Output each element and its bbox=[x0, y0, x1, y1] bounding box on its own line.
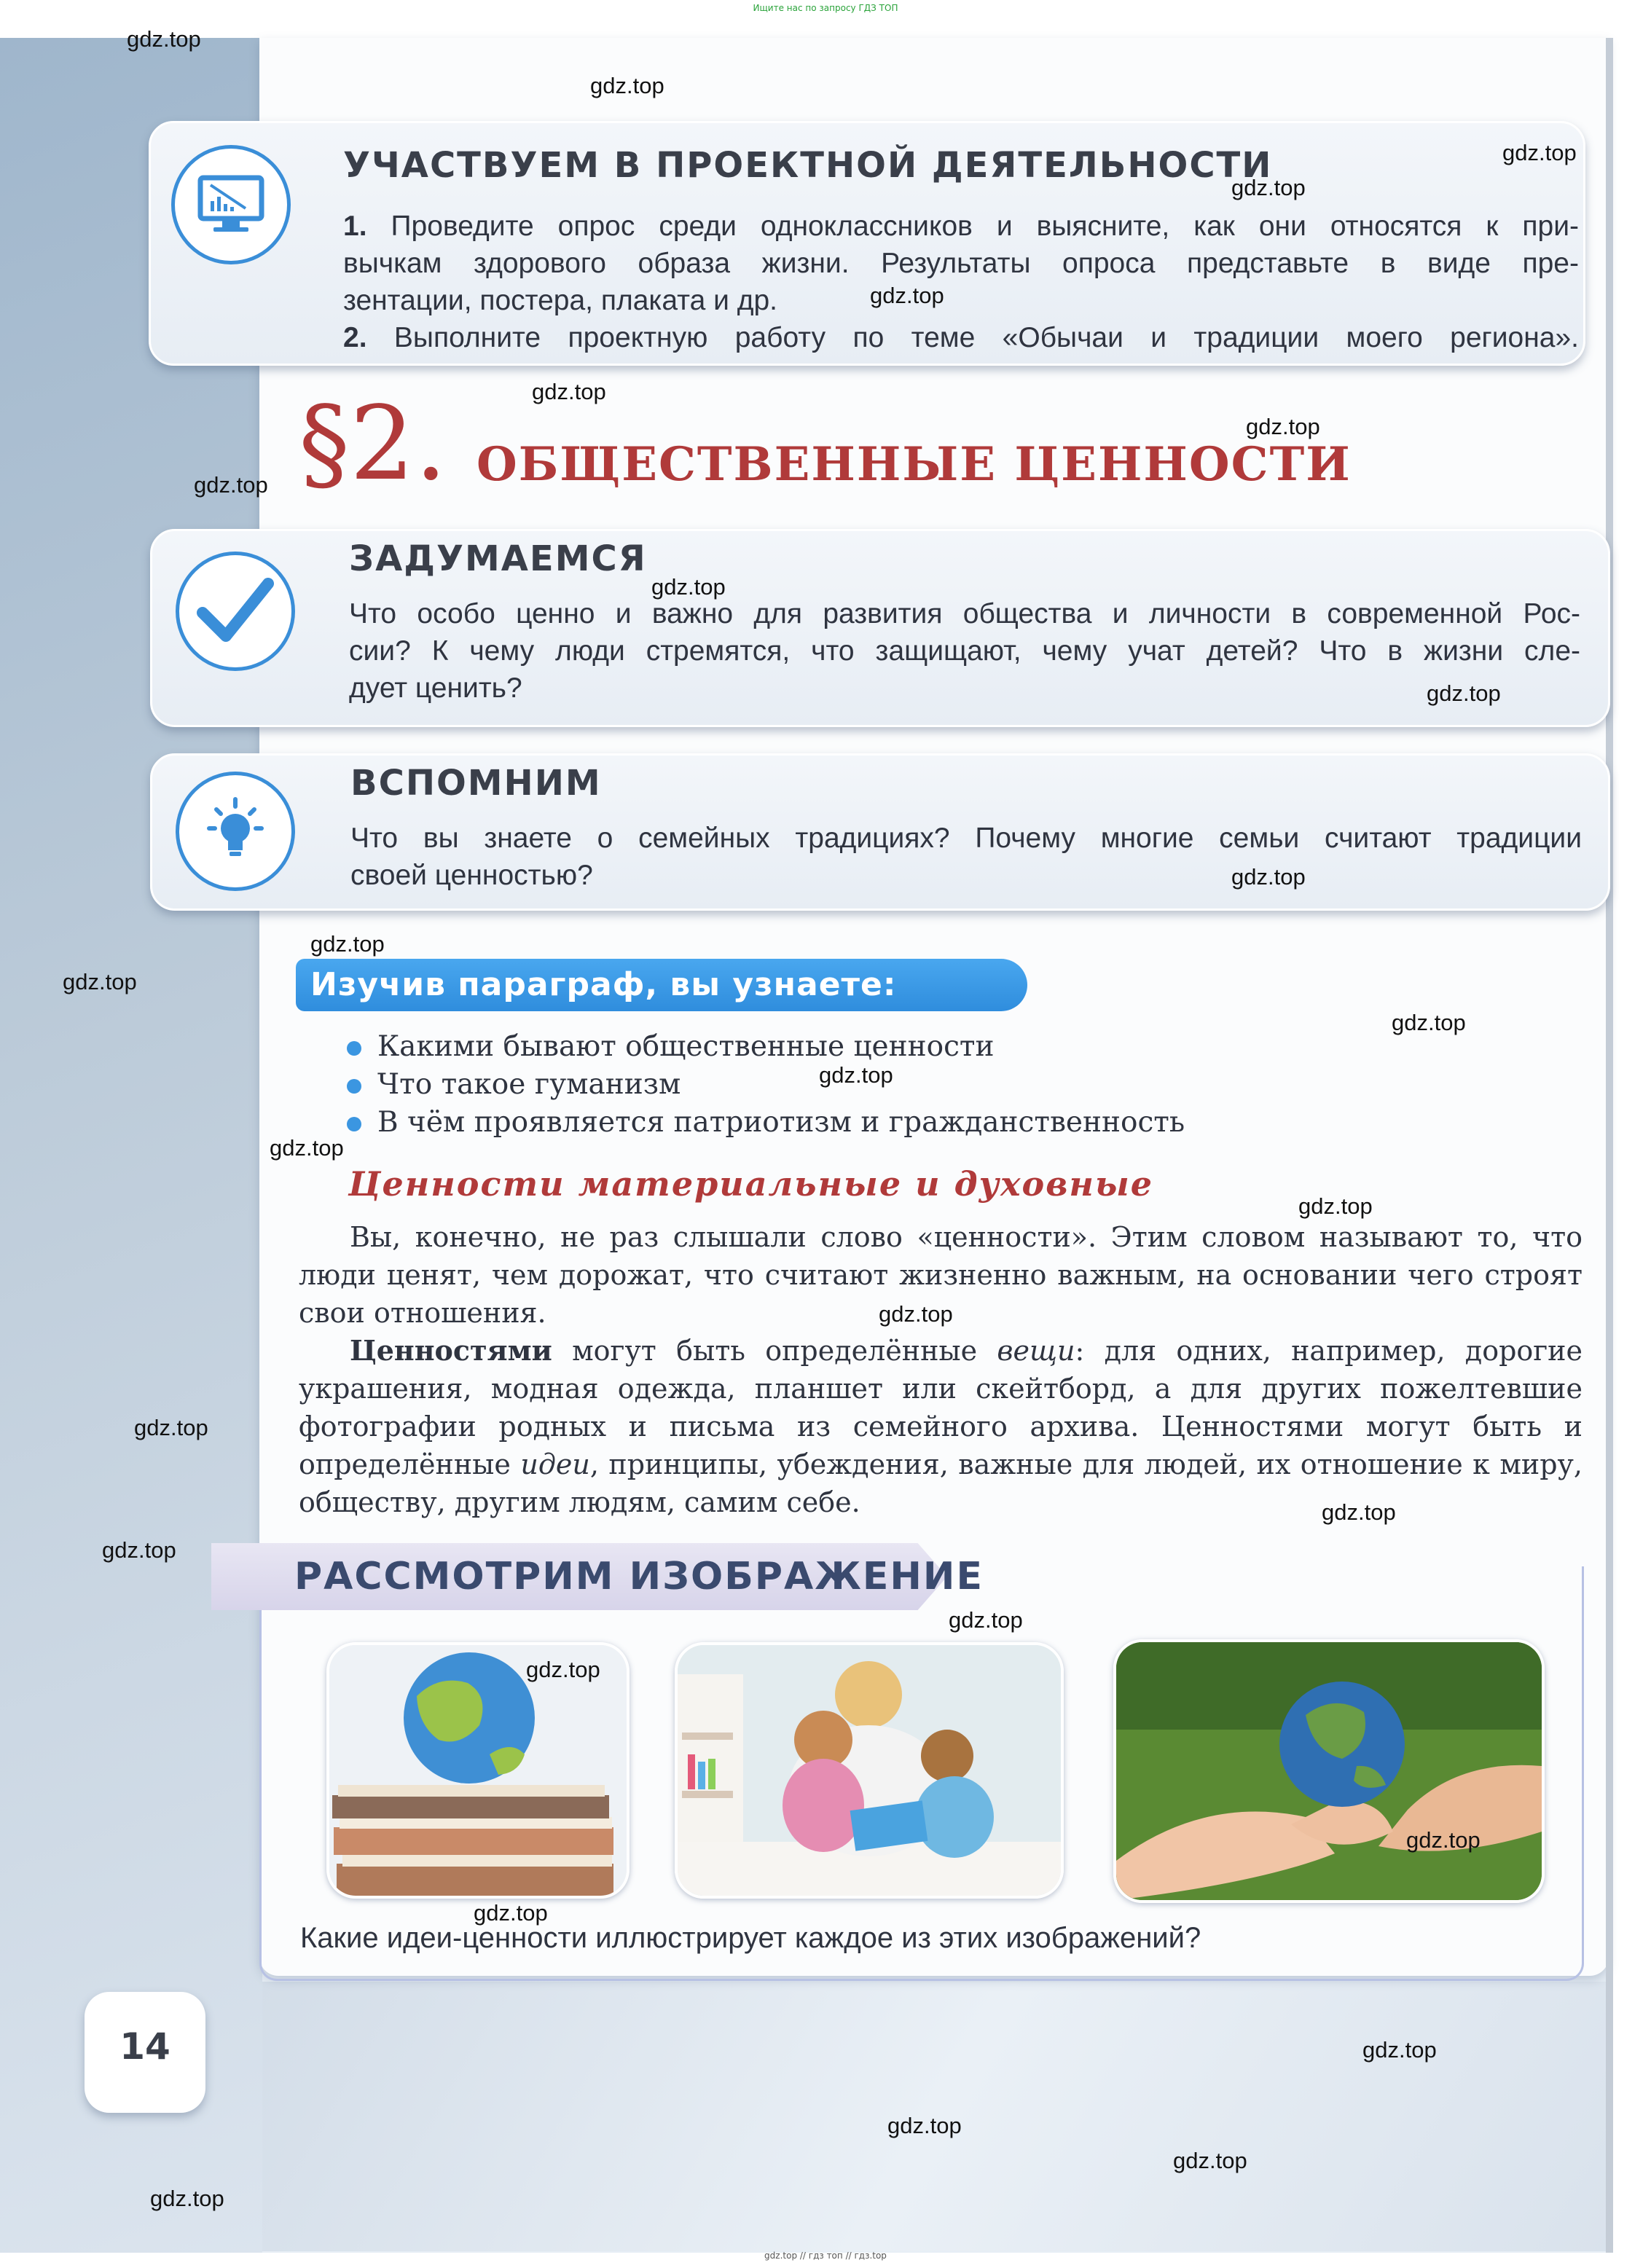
learn-item-text: Какими бывают общественные ценности bbox=[377, 1030, 995, 1063]
watermark: gdz.top bbox=[270, 1135, 344, 1161]
watermark: gdz.top bbox=[819, 1062, 893, 1088]
text-line: дует ценить? bbox=[349, 672, 522, 704]
project-card bbox=[149, 121, 1585, 366]
text-line: сии? К чему люди стремятся, что защищают, чему учат детей? Что в жизни сле- bbox=[349, 635, 1580, 667]
item-number: 2. bbox=[343, 322, 367, 353]
recall-text bbox=[350, 820, 1582, 894]
watermark: gdz.top bbox=[1231, 175, 1306, 200]
bottom-note: gdz.top // гдз топ // гдз.top bbox=[764, 2251, 887, 2261]
learn-item-text: В чём проявляется патриотизм и гражданственность bbox=[377, 1106, 1185, 1139]
photo-mother-reading-to-children bbox=[675, 1642, 1064, 1899]
learn-item bbox=[347, 1030, 994, 1063]
watermark: gdz.top bbox=[1231, 864, 1306, 890]
italic-term: вещи bbox=[997, 1335, 1075, 1367]
image-section-title: РАССМОТРИМ ИЗОБРАЖЕНИЕ bbox=[294, 1555, 984, 1598]
learn-label: Изучив параграф, вы узнаете: bbox=[310, 966, 897, 1003]
watermark: gdz.top bbox=[474, 1900, 548, 1926]
page-number: 14 bbox=[119, 2025, 170, 2068]
checkmark-icon bbox=[176, 552, 295, 671]
photo-hands-holding-earth bbox=[1113, 1639, 1545, 1903]
watermark: gdz.top bbox=[1362, 2037, 1437, 2063]
body-paragraph-2 bbox=[299, 1332, 1583, 1521]
watermark: gdz.top bbox=[1173, 2148, 1247, 2173]
bullet-icon bbox=[347, 1079, 361, 1094]
watermark: gdz.top bbox=[1246, 414, 1320, 439]
text-line: вычкам здорового образа жизни. Результаты опроса представьте в виде пре- bbox=[343, 248, 1579, 279]
think-text bbox=[349, 595, 1580, 707]
watermark: gdz.top bbox=[870, 283, 944, 308]
watermark: gdz.top bbox=[879, 1301, 953, 1327]
watermark: gdz.top bbox=[127, 26, 201, 52]
item-number: 1. bbox=[343, 211, 367, 242]
project-item-1 bbox=[343, 208, 1579, 319]
bullet-icon bbox=[347, 1041, 361, 1056]
text-line: Выполните проектную работу по теме «Обычаи и традиции моего региона». bbox=[393, 322, 1579, 353]
page-edge bbox=[1606, 38, 1613, 2253]
watermark: gdz.top bbox=[63, 969, 137, 994]
watermark: gdz.top bbox=[949, 1607, 1023, 1633]
learn-item-text: Что такое гуманизм bbox=[377, 1068, 681, 1101]
watermark: gdz.top bbox=[1502, 140, 1577, 165]
recall-card bbox=[150, 753, 1610, 911]
watermark: gdz.top bbox=[1406, 1827, 1481, 1853]
learn-item bbox=[347, 1106, 1185, 1139]
section-title: Ценности материальные и духовные bbox=[348, 1164, 1154, 1204]
left-decorative-band bbox=[0, 38, 262, 2253]
text-line: своей ценностью? bbox=[350, 860, 593, 891]
watermark: gdz.top bbox=[887, 2113, 962, 2138]
body-paragraph-1: Вы, конечно, не раз слышали слово «ценности». Этим словом называют то, что люди ценят, чем дорожат, что считают жизненно важным, на основании чего строят свои отношения. bbox=[299, 1221, 1583, 1329]
text-line: зентации, постера, плаката и др. bbox=[343, 285, 778, 316]
watermark: gdz.top bbox=[1427, 680, 1501, 706]
lightbulb-icon bbox=[176, 772, 295, 891]
bullet-icon bbox=[347, 1117, 361, 1131]
watermark: gdz.top bbox=[102, 1537, 176, 1563]
watermark: gdz.top bbox=[1298, 1193, 1373, 1219]
text-run: : для одних, например, дорогие украшения, модная одежда, планшет или скейтборд, а для других пожелтевшие фотографии родных и письма из семейного архива. Ценностями могут быть и определённые bbox=[299, 1335, 1583, 1480]
watermark: gdz.top bbox=[590, 73, 664, 98]
learn-item bbox=[347, 1068, 681, 1101]
watermark: gdz.top bbox=[134, 1415, 208, 1440]
monitor-icon bbox=[171, 145, 291, 264]
text-line: Что вы знаете о семейных традициях? Почему многие семьи считают традиции bbox=[350, 823, 1582, 854]
watermark: gdz.top bbox=[310, 931, 385, 957]
watermark: gdz.top bbox=[194, 472, 268, 498]
watermark: gdz.top bbox=[651, 574, 726, 600]
top-note[interactable]: Ищите нас по запросу ГДЗ ТОП bbox=[753, 3, 898, 13]
think-card bbox=[150, 529, 1610, 727]
recall-title: ВСПОМНИМ bbox=[350, 763, 602, 804]
image-question: Какие идеи-ценности иллюстрирует каждое из этих изображений? bbox=[300, 1922, 1201, 1954]
paragraph-title: ОБЩЕСТВЕННЫЕ ЦЕННОСТИ bbox=[477, 437, 1352, 492]
watermark: gdz.top bbox=[526, 1657, 600, 1682]
watermark: gdz.top bbox=[532, 379, 606, 404]
text-line: Проведите опрос среди одноклассников и выясните, как они относятся к при- bbox=[391, 211, 1580, 242]
project-item-2 bbox=[343, 319, 1579, 356]
bold-term: Ценностями bbox=[350, 1334, 552, 1367]
text-run: могут быть определённые bbox=[552, 1335, 997, 1367]
text-run: , принципы, убеждения, важные для людей, их отношение к миру, обществу, другим людям, самим себе. bbox=[299, 1448, 1583, 1518]
watermark: gdz.top bbox=[150, 2186, 224, 2211]
project-title: УЧАСТВУЕМ В ПРОЕКТНОЙ ДЕЯТЕЛЬНОСТИ bbox=[343, 145, 1273, 186]
paragraph-number: §2. bbox=[299, 385, 447, 503]
text-line: Что особо ценно и важно для развития общества и личности в современной Рос- bbox=[349, 598, 1580, 629]
watermark: gdz.top bbox=[1322, 1499, 1396, 1525]
think-title: ЗАДУМАЕМСЯ bbox=[349, 538, 647, 579]
watermark: gdz.top bbox=[1392, 1010, 1466, 1035]
italic-term: идеи bbox=[520, 1448, 590, 1480]
